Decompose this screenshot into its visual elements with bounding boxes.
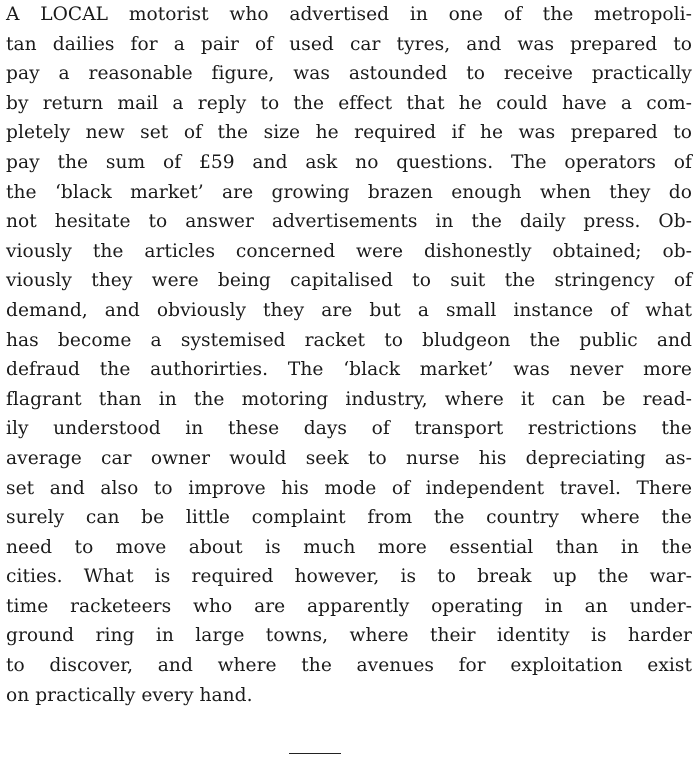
article-line: demand, and obviously they are but a small instance of what: [6, 299, 692, 321]
article-line: to discover, and where the avenues for exploitation exist: [6, 655, 692, 677]
article-line: surely can be little complaint from the country where the: [6, 507, 692, 529]
article-line: ground ring in large towns, where their identity is harder: [6, 625, 692, 647]
article-line: set and also to improve his mode of independent travel. There: [6, 477, 692, 499]
article-line: average car owner would seek to nurse his depreciating as-: [6, 447, 692, 469]
article-line: A LOCAL motorist who advertised in one of the metropoli-: [6, 4, 692, 25]
article-line: tan dailies for a pair of used car tyres, and was prepared to: [6, 33, 692, 55]
article-line: by return mail a reply to the effect that he could have a com-: [6, 92, 692, 114]
article-line: viously the articles concerned were dishonestly obtained; ob-: [6, 240, 692, 262]
article-line: cities. What is required however, is to break up the war-: [6, 566, 692, 588]
article-line: the ‘black market’ are growing brazen enough when they do: [6, 181, 692, 203]
section-divider-rule: [289, 753, 341, 754]
article-line: need to move about is much more essential than in the: [6, 536, 692, 558]
article-line: pay a reasonable figure, was astounded to receive practically: [6, 63, 692, 85]
article-line: flagrant than in the motoring industry, where it can be read-: [6, 388, 692, 410]
article-line: time racketeers who are apparently operating in an under-: [6, 595, 692, 617]
article-line: defraud the authorirties. The ‘black market’ was never more: [6, 359, 692, 381]
article-line: pay the sum of £59 and ask no questions. The operators of: [6, 151, 692, 173]
article-line: not hesitate to answer advertisements in the daily press. Ob-: [6, 211, 692, 233]
article-line: pletely new set of the size he required if he was prepared to: [6, 122, 692, 144]
article-line: has become a systemised racket to bludgeon the public and: [6, 329, 692, 351]
article-line: viously they were being capitalised to suit the stringency of: [6, 270, 692, 292]
article-line: ily understood in these days of transport restrictions the: [6, 418, 692, 440]
article-column: [6, 0, 692, 710]
article-line-final: on practically every hand.: [6, 684, 253, 706]
